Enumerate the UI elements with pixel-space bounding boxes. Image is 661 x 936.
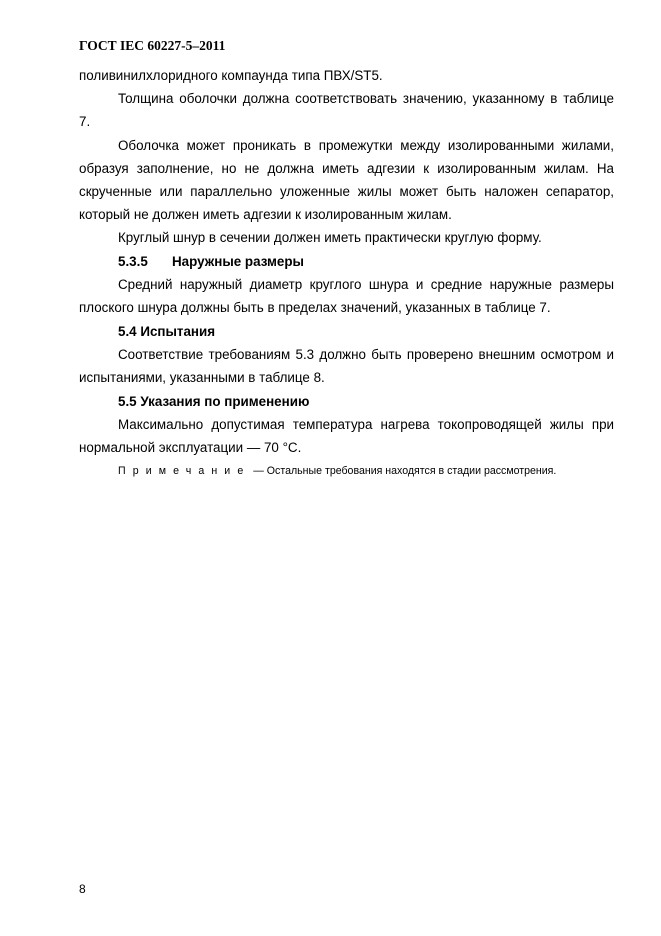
- paragraph-sheath-thickness: Толщина оболочки должна соответствовать значению, указанному в таблице 7.: [79, 91, 614, 130]
- section-heading-5-3-5: [79, 250, 614, 274]
- note: [79, 461, 614, 481]
- section-number: 5.3.5: [118, 253, 148, 269]
- section-title: Наружные размеры: [172, 253, 304, 269]
- paragraph-outer-dimensions: Средний наружный диаметр круглого шнура и средние наружные размеры плоского шнура должны быть в пределах значений, указанных в таблице 7.: [79, 277, 614, 316]
- paragraph-tests: Соответствие требованиям 5.3 должно быть проверено внешним осмотром и испытаниями, указанными в таблице 8.: [79, 347, 614, 386]
- document-body: [79, 64, 614, 481]
- document-header: ГОСТ IEC 60227-5–2011: [79, 38, 226, 53]
- paragraph-continuation: поливинилхлоридного компаунда типа ПВХ/ST5.: [79, 68, 383, 83]
- section-heading-5-4: 5.4 Испытания: [118, 323, 216, 339]
- paragraph-application: Максимально допустимая температура нагрева токопроводящей жилы при нормальной эксплуатации — 70 °С.: [79, 417, 614, 456]
- paragraph-sheath-filling: Оболочка может проникать в промежутки между изолированными жилами, образуя заполнение, но не должна иметь адгезии к изолированным жилам. На скрученные или параллельно уложенные жилы может быть наложен сепаратор, который не должен иметь адгезии к изолированным жилам.: [79, 137, 614, 223]
- note-label: Примечание: [118, 464, 251, 477]
- section-heading-5-5: 5.5 Указания по применению: [118, 393, 310, 409]
- note-text: — Остальные требования находятся в стадии рассмотрения.: [250, 464, 557, 477]
- page-number: 8: [79, 882, 86, 896]
- paragraph-round-cord: Круглый шнур в сечении должен иметь практически круглую форму.: [118, 230, 542, 246]
